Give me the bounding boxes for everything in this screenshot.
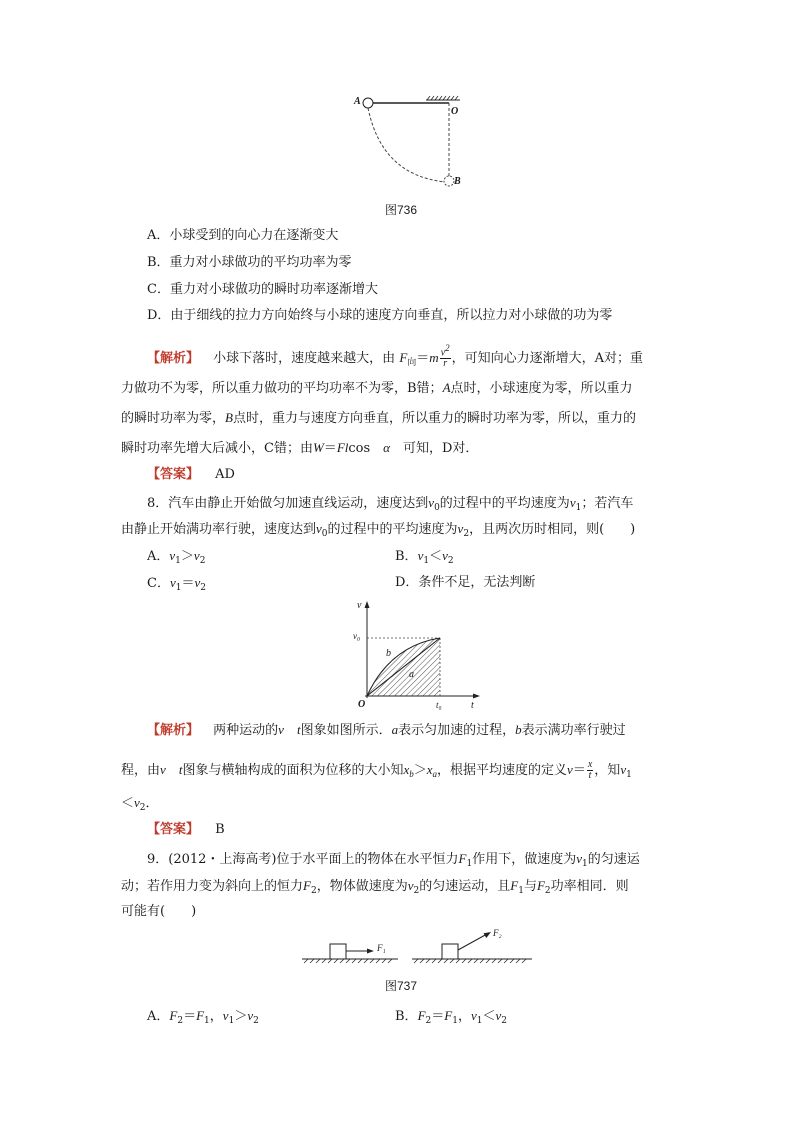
q8-analysis-line-1: 【解析】 两种运动的v t图象如图所示．a表示匀加速的过程，b表示满功率行驶过 <box>147 722 626 738</box>
fraction-v2-r: $\frac{v^2}{r}$ <box>440 343 450 370</box>
vt-curve-b-label: b <box>386 648 391 659</box>
fraction-x-t: $\frac{x}{t}$ <box>587 759 593 781</box>
vt-axis-t: t <box>471 700 474 711</box>
label-B: B <box>454 176 461 187</box>
q8-option-c: C．$v_1=v_2$ <box>147 575 206 593</box>
label-F1: F₁ <box>377 943 386 953</box>
q8-stem-line-1: 8．汽车由静止开始做匀加速直线运动，速度达到$v_0$的过程中的平均速度为$v_1$；若汽车 <box>147 495 634 513</box>
q7-option-d: D．由于细线的拉力方向始终与小球的速度方向垂直，所以拉力对小球做的功为零 <box>147 308 613 323</box>
q7-option-c: C．重力对小球做功的瞬时功率逐渐增大 <box>147 282 378 297</box>
q7-analysis-line-1: 【解析】 小球下落时，速度越来越大，由 $F_向=m$ $\frac{v^2}{r}$ ，可知向心力逐渐增大，A对；重 <box>147 343 644 370</box>
q7-analysis-line-4: 瞬时功率先增大后减小，C错；由W＝Flcos α 可知，D对． <box>121 440 479 456</box>
q9-option-b: B．$F_2=F_1$，$v_1<v_2$ <box>395 1008 508 1026</box>
vt-graph <box>345 598 485 713</box>
q7-analysis-line-2: 力做功不为零，所以重力做功的平均功率不为零，B错；A点时，小球速度为零，所以重力 <box>121 380 633 396</box>
q7-answer: 【答案】 AD <box>147 467 235 482</box>
vt-t0-label: t₀ <box>436 700 442 710</box>
q8-analysis-line-2: 程，由v t图象与横轴构成的面积为位移的大小知$x_b>x_a$，根据平均速度的定义v＝ $\frac{x}{t}$ ，知$v_1$ <box>121 759 632 781</box>
q9-option-a: A．$F_2=F_1$，$v_1>v_2$ <box>147 1008 259 1026</box>
figure-737-caption: 图737 <box>385 979 418 993</box>
q9-stem-line-2: 动；若作用力变为斜向上的恒力$F_2$，物体做速度为$v_2$的匀速运动，且$F_1$与$F_2$功率相同．则 <box>121 878 629 896</box>
vt-v0-label: v₀ <box>353 631 361 641</box>
vt-axis-v: v <box>357 600 362 611</box>
q9-stem-line-3: 可能有( ) <box>121 904 197 919</box>
q8-option-d: D．条件不足，无法判断 <box>395 575 536 590</box>
label-A: A <box>354 96 361 107</box>
q7-analysis-line-3: 的瞬时功率为零，B点时，重力与速度方向垂直，所以重力的瞬时功率为零，所以，重力的 <box>121 410 636 426</box>
q9-stem-line-1: 9．(2012・上海高考)位于水平面上的物体在水平恒力$F_1$作用下，做速度为$v_1$的匀速运 <box>147 851 640 869</box>
figure-736-caption: 图736 <box>385 203 418 217</box>
vt-curve-a-label: a <box>409 669 414 680</box>
q7-option-b: B．重力对小球做功的平均功率为零 <box>147 255 352 270</box>
q8-answer: 【答案】 B <box>147 822 225 837</box>
vt-origin: O <box>358 699 366 710</box>
analysis-tag: 【解析】 <box>147 351 200 367</box>
q8-option-a: A．$v_1>v_2$ <box>147 548 206 566</box>
q8-analysis-line-3: $<v_2$． <box>121 795 159 813</box>
q7-option-a: A．小球受到的向心力在逐渐变大 <box>147 228 339 243</box>
answer-tag: 【答案】 <box>147 467 200 482</box>
q8-stem-line-2: 由静止开始满功率行驶，速度达到$v_0$的过程中的平均速度为$v_2$，且两次历时相同，则( ) <box>121 521 636 539</box>
label-O: O <box>451 106 459 117</box>
q8-option-b: B．$v_1<v_2$ <box>395 548 454 566</box>
label-F2: F₂ <box>493 928 502 938</box>
